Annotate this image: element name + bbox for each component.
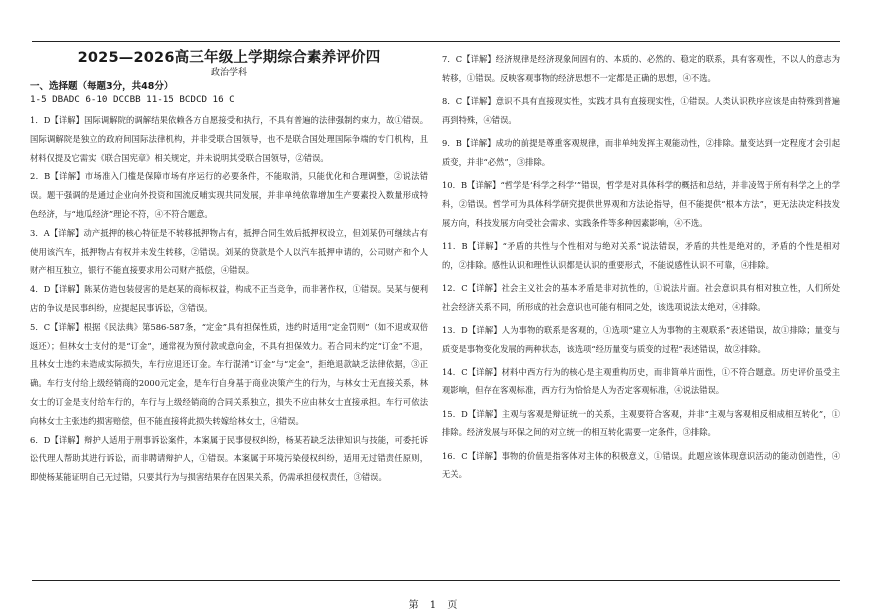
explanation-10: 10．B【详解】“哲学是‘科学之科学’”错误，哲学是对具体科学的概括和总结，并非凌驾于所有科学之上的学科，②错误。哲学可为具体科学研究提供世界观和方法论指导，但不能提供“根本方法”，更无法决定科技发展方向，科技发展方向受社会需求、实践条件等多种因素影响，④不选。 [442,179,840,228]
subject-label: 政治学科 [210,68,247,78]
explanation-12: 12．C【详解】社会主义社会的基本矛盾是非对抗性的，①说法片面。社会意识具有相对独立性，人们所处社会经济关系不同，所形成的社会意识也可能有相同之处，该选项说法太绝对，④排除。 [442,282,840,312]
explanation-5: 5．C【详解】根据《民法典》第586-587条，“定金”具有担保性质，违约时适用“定金罚则”（如不退或双倍返还）；但林女士支付的是“订金”，通常视为预付款或意向金，不具有担保效力。若合同未约定“订金”不退，且林女士违约未造成实际损失，车行应退还订金。车行混淆“订金”与“定金”，拒绝退款缺乏法律依据，③正确。车行支付给上级经销商的2000元定金，是车行自身基于商业决策产生的行为，与林女士无直接关系，林女士的订金是支付给车行的，车行与上级经销商的合同关系独立，损失不应由林女士直接承担。车行可依法向林女士主张违约损害赔偿，但不能直接将此损失转嫁给林女士，④错误。 [30,321,428,426]
explanation-11: 11．B【详解】“矛盾的共性与个性相对与绝对关系”说法错误，矛盾的共性是绝对的，矛盾的个性是相对的，②排除。感性认识和理性认识都是认识的重要形式，不能说感性认识不可靠，④排除。 [442,240,840,270]
section-heading: 一、选择题（每题3分，共48分） [30,81,174,92]
page-title: 2025—2026高三年级上学期综合素养评价四 [77,50,381,66]
answer-key: 1-5 DBADC 6-10 DCCBB 11-15 BCDCD 16 C [30,94,235,105]
explanation-6: 6．D【详解】辩护人适用于刑事诉讼案件，本案属于民事侵权纠纷，杨某若缺乏法律知识与技能，可委托诉讼代理人帮助其进行诉讼，而非聘请辩护人，①错误。本案属于环境污染侵权纠纷，适用无过错责任原则，即使杨某能证明自己无过错，只要其行为与损害结果存在因果关系，仍需承担侵权责任，③错误。 [30,434,428,483]
explanation-14: 14．C【详解】材料中西方行为的核心是主观重构历史，而非简单片面性，①不符合题意。历史评价虽受主观影响，但存在客观标准，西方行为恰恰是人为否定客观标准，④说法错误。 [442,366,840,396]
bottom-rule [32,580,840,581]
explanation-8: 8．C【详解】意识不具有直接现实性，实践才具有直接现实性，①错误。人类认识秩序应该是由特殊到普遍再到特殊，④错误。 [442,95,840,125]
explanation-16: 16．C【详解】事物的价值是指客体对主体的积极意义，①错误。此题应该体现意识活动的能动创造性，④无关。 [442,450,840,480]
explanation-15: 15．D【详解】主观与客观是辩证统一的关系，主观要符合客观，并非“主观与客观相反相成相互转化”，①排除。经济发展与环保之间的对立统一的相互转化需要一定条件，③排除。 [442,408,840,438]
top-rule [32,41,840,42]
right-column [442,50,840,489]
page-number: 第 1 页 [408,600,462,611]
explanation-1: 1．D【详解】国际调解院的调解结果依赖各方自愿接受和执行，不具有普遍的法律强制约束力，故①错误。国际调解院是独立的政府间国际法律机构，并非受联合国领导，也不是联合国处理国际争端的专门机构，且材料仅提及它需实《联合国宪章》相关规定，并未说明其受联合国领导，②错误。 [30,115,428,163]
explanation-13: 13．D【详解】人为事物的联系是客观的，①选项“建立人为事物的主观联系”表述错误，故①排除；量变与质变是事物变化发展的两种状态，该选项“经历量变与质变的过程”表述错误，故②排除。 [442,324,840,354]
explanation-9: 9．B【详解】成功的前提是尊重客观规律，而非单纯发挥主观能动性，②排除。量变达到一定程度才会引起质变，并非“必然”，③排除。 [442,137,840,167]
explanation-7: 7．C【详解】经济规律是经济现象间固有的、本质的、必然的、稳定的联系，具有客观性，不以人的意志为转移，①错误。反映客观事物的经济思想不一定都是正确的思想，④不选。 [442,54,840,83]
explanation-3: 3．A【详解】动产抵押的核心特征是不转移抵押物占有，抵押合同生效后抵押权设立，但刘某仍可继续占有使用该汽车，抵押物占有权并未发生转移，②错误。刘某的贷款是个人以汽车抵押申请的，公司财产和个人财产相互独立，银行不能直接要求用公司财产抵偿，④错误。 [30,227,428,276]
left-column [30,50,428,487]
explanation-4: 4．D【详解】陈某仿造包装侵害的是赵某的商标权益，构成不正当竞争，而非著作权，①错误。吴某与便利店的争议是民事纠纷，应提起民事诉讼，③错误。 [30,284,428,313]
explanation-2: 2．B【详解】市场准入门槛是保障市场有序运行的必要条件，不能取消，只能优化和合理调整，②说法错误。题干强调的是通过企业向外投资和国流反哺实现共同发展，并非单纯依靠增加生产要素投入数量形成特色经济，与“地瓜经济”理论不符，④不符合题意。 [30,171,428,219]
